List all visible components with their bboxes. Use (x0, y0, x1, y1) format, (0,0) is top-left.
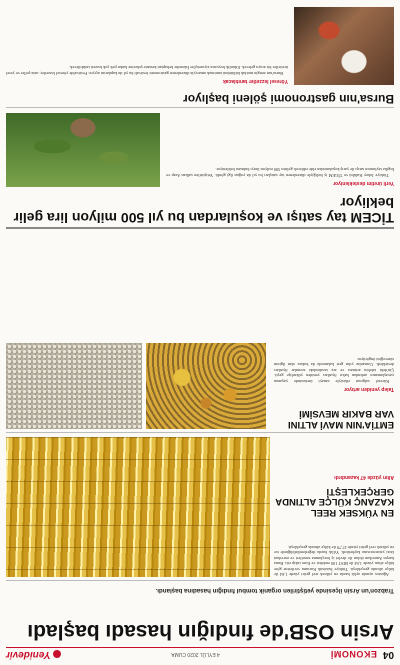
copper-body-col-2 (6, 233, 266, 339)
copper-body-col-1 (274, 233, 394, 393)
lead-headline: Arsin OSB'de fındığın hasadı başladı (27, 620, 394, 643)
gastronomy-body (6, 7, 288, 85)
gastronomy-subhead: Yöresel lezzetler tanıtılacak (222, 78, 288, 84)
copper-subhead: Talep yeniden artıyor (344, 386, 394, 392)
divider (6, 580, 394, 581)
copper-photo (146, 343, 266, 429)
tigem-body (166, 111, 394, 187)
tigem-subhead: Yerli üretim destekleniyor (333, 180, 394, 186)
logo-mark-icon (53, 651, 61, 659)
gold-bars-photo (6, 437, 270, 577)
gold-headline: EN YÜKSEK REEL KAZANÇ KÜLÇE ALTINDA GERÇEKLEŞTİ (275, 486, 394, 518)
section-title: EKONOMİ (330, 649, 377, 660)
gastronomy-body-text: Bursa'nın zengin mutfak kültürünü tanıtmak amacıyla düzenlenen gastronomi festivali bu yıl da kapılarını açıyor. Festivalde yöresel lezzetler, usta şefler ve yerel üreticiler bir araya gelecek. Etkinlik boyunca ziyaretçiler İskender kebaptan kestane şekerine kadar pek çok lezzeti tadabilecek. (6, 65, 288, 76)
food-photo (294, 7, 394, 85)
horse-farm-photo (6, 113, 160, 187)
gold-body-top (274, 519, 394, 577)
gastronomy-headline: Bursa'nın gastronomi şöleni başlıyor (183, 92, 394, 106)
page-number: 04 (382, 649, 394, 660)
copper-body-text: Küresel salgının etkisiyle sanayi üretiminde yaşanan yavaşlamanın ardından bakır fiyatları yeniden yükselişe geçti. Çin'deki talebin artması ve arz tarafındaki sorunlar fiyatları destekledi. Uzmanlar yılın geri kalanında da bakıra olan ilginin süreceğini öngörüyor. (274, 356, 394, 384)
divider (6, 107, 394, 108)
issue-date: 4 EYLÜL 2020 CUMA (171, 651, 220, 658)
divider (6, 228, 394, 230)
copper-headline: EMTİA'NIN MAVİ ALTINI VAR BAKIR MEVSİMİ (287, 408, 394, 430)
grain-photo (6, 343, 142, 429)
masthead-left (330, 649, 394, 660)
tigem-body-text: Türkiye Jokey Kulübü ve TİGEM iş birliğiyle düzenlenen tay satışları bu yıl da yoğun ilgi gördü. Yetiştirilen safkan Arap ve İngiliz taylarının satışı ile yarış koşularından elde edilecek gelirin 500 milyon lirayı bulması bekleniyor. (166, 167, 394, 178)
gold-subhead: Altın yüzde 47 kazandırdı (334, 474, 394, 480)
logo-text: Yenidevir (6, 649, 51, 660)
lead-deck: Trabzon'un Arsin ilçesinde yetiştirilen organik tombul fındığın hasadına başlandı. (155, 587, 394, 594)
gold-body-bottom (274, 435, 394, 481)
masthead (6, 647, 394, 661)
newspaper-logo (6, 649, 61, 660)
gold-body-text: Ağustos ayında aylık bazda en yüksek reel getiri yüzde 1,64 ile külçe altında gerçekleşti. Türkiye İstatistik Kurumu verilerine göre külçe altını yüzde 1,64 ile BIST 100 endeksi ve Euro takip etti. Buna karşın Amerikan doları ile devlet iç borçlanma senetleri ve mevduat faizi yatırımcısına kaybettirdi. Yıllık bazda değerlendirildiğinde ise en yüksek reel getiri yüzde 47,79 ile külçe altında gerçekleşti. (274, 544, 394, 577)
divider (6, 432, 394, 433)
tigem-headline: TİCEM tay satışı ve koşulardan bu yıl 500 milyon lira gelir bekliyor (13, 195, 394, 226)
